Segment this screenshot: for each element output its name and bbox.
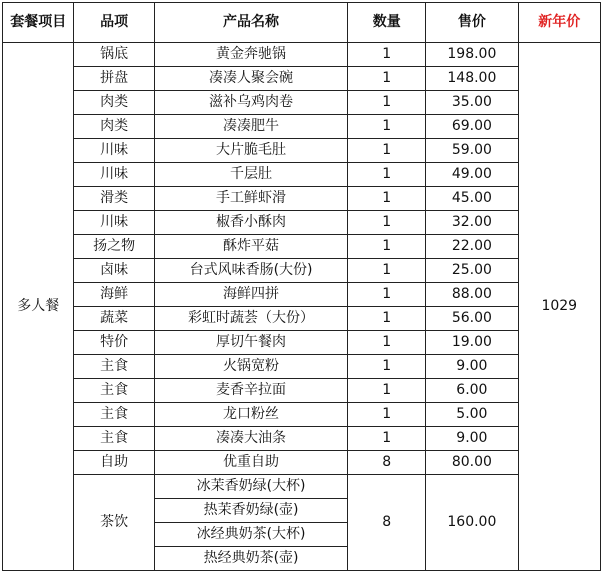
table-row bbox=[3, 259, 601, 283]
quantity-cell: 1 bbox=[348, 163, 426, 187]
product-name-cell: 麦香辛拉面 bbox=[154, 379, 347, 403]
product-name-cell: 台式风味香肠(大份) bbox=[154, 259, 347, 283]
product-name-cell: 凑凑人聚会碗 bbox=[154, 67, 347, 91]
table-row bbox=[3, 355, 601, 379]
category-cell: 锅底 bbox=[74, 43, 154, 67]
product-name-cell: 彩虹时蔬荟（大份） bbox=[154, 307, 347, 331]
quantity-cell: 1 bbox=[348, 355, 426, 379]
table-row bbox=[3, 139, 601, 163]
tea-quantity-cell: 8 bbox=[348, 475, 426, 571]
quantity-cell: 1 bbox=[348, 67, 426, 91]
quantity-cell: 1 bbox=[348, 115, 426, 139]
product-name-cell: 滋补乌鸡肉卷 bbox=[154, 91, 347, 115]
product-name-cell: 火锅宽粉 bbox=[154, 355, 347, 379]
header-quantity: 数量 bbox=[348, 3, 426, 43]
tea-category-cell: 茶饮 bbox=[74, 475, 154, 571]
product-name-cell: 优重自助 bbox=[154, 451, 347, 475]
tea-price-cell: 160.00 bbox=[426, 475, 518, 571]
category-cell: 主食 bbox=[74, 355, 154, 379]
price-cell: 6.00 bbox=[426, 379, 518, 403]
quantity-cell: 1 bbox=[348, 379, 426, 403]
product-name-cell: 海鲜四拼 bbox=[154, 283, 347, 307]
product-name-cell: 酥炸平菇 bbox=[154, 235, 347, 259]
set-name-cell: 多人餐 bbox=[3, 43, 74, 571]
product-name-cell: 椒香小酥肉 bbox=[154, 211, 347, 235]
table-row bbox=[3, 283, 601, 307]
category-cell: 川味 bbox=[74, 211, 154, 235]
category-cell: 特价 bbox=[74, 331, 154, 355]
header-set: 套餐项目 bbox=[3, 3, 74, 43]
price-cell: 35.00 bbox=[426, 91, 518, 115]
product-name-cell: 千层肚 bbox=[154, 163, 347, 187]
quantity-cell: 1 bbox=[348, 187, 426, 211]
product-name-cell: 凑凑大油条 bbox=[154, 427, 347, 451]
quantity-cell: 1 bbox=[348, 43, 426, 67]
category-cell: 自助 bbox=[74, 451, 154, 475]
product-name-cell: 黄金奔驰锅 bbox=[154, 43, 347, 67]
quantity-cell: 1 bbox=[348, 211, 426, 235]
category-cell: 拼盘 bbox=[74, 67, 154, 91]
table-row bbox=[3, 115, 601, 139]
new-year-price-cell: 1029 bbox=[518, 43, 600, 571]
price-cell: 198.00 bbox=[426, 43, 518, 67]
category-cell: 卤味 bbox=[74, 259, 154, 283]
tea-item-name-cell: 冰茉香奶绿(大杯) bbox=[154, 475, 347, 499]
product-name-cell: 厚切午餐肉 bbox=[154, 331, 347, 355]
table-row bbox=[3, 187, 601, 211]
table-row bbox=[3, 331, 601, 355]
quantity-cell: 1 bbox=[348, 259, 426, 283]
header-new-year-price: 新年价 bbox=[518, 3, 600, 43]
price-cell: 80.00 bbox=[426, 451, 518, 475]
category-cell: 主食 bbox=[74, 379, 154, 403]
table-row bbox=[3, 379, 601, 403]
table-row bbox=[3, 427, 601, 451]
price-cell: 45.00 bbox=[426, 187, 518, 211]
table-row bbox=[3, 475, 601, 499]
category-cell: 主食 bbox=[74, 427, 154, 451]
price-cell: 25.00 bbox=[426, 259, 518, 283]
price-cell: 9.00 bbox=[426, 427, 518, 451]
category-cell: 川味 bbox=[74, 139, 154, 163]
product-name-cell: 手工鲜虾滑 bbox=[154, 187, 347, 211]
quantity-cell: 1 bbox=[348, 307, 426, 331]
quantity-cell: 1 bbox=[348, 235, 426, 259]
price-cell: 49.00 bbox=[426, 163, 518, 187]
category-cell: 主食 bbox=[74, 403, 154, 427]
table-row bbox=[3, 91, 601, 115]
price-cell: 9.00 bbox=[426, 355, 518, 379]
category-cell: 滑类 bbox=[74, 187, 154, 211]
quantity-cell: 1 bbox=[348, 139, 426, 163]
set-menu-table bbox=[2, 2, 601, 571]
price-cell: 5.00 bbox=[426, 403, 518, 427]
tea-item-name-cell: 热经典奶茶(壶) bbox=[154, 547, 347, 571]
header-price: 售价 bbox=[426, 3, 518, 43]
category-cell: 蔬菜 bbox=[74, 307, 154, 331]
tea-item-name-cell: 冰经典奶茶(大杯) bbox=[154, 523, 347, 547]
category-cell: 海鲜 bbox=[74, 283, 154, 307]
quantity-cell: 1 bbox=[348, 331, 426, 355]
quantity-cell: 1 bbox=[348, 403, 426, 427]
category-cell: 肉类 bbox=[74, 91, 154, 115]
price-cell: 69.00 bbox=[426, 115, 518, 139]
quantity-cell: 1 bbox=[348, 283, 426, 307]
table-row bbox=[3, 403, 601, 427]
price-cell: 88.00 bbox=[426, 283, 518, 307]
quantity-cell: 8 bbox=[348, 451, 426, 475]
table-row bbox=[3, 307, 601, 331]
table-row bbox=[3, 211, 601, 235]
price-cell: 22.00 bbox=[426, 235, 518, 259]
quantity-cell: 1 bbox=[348, 91, 426, 115]
table-row bbox=[3, 235, 601, 259]
table-row bbox=[3, 67, 601, 91]
category-cell: 扬之物 bbox=[74, 235, 154, 259]
header-row bbox=[3, 3, 601, 43]
price-cell: 19.00 bbox=[426, 331, 518, 355]
price-cell: 148.00 bbox=[426, 67, 518, 91]
category-cell: 肉类 bbox=[74, 115, 154, 139]
header-category: 品项 bbox=[74, 3, 154, 43]
header-product-name: 产品名称 bbox=[154, 3, 347, 43]
quantity-cell: 1 bbox=[348, 427, 426, 451]
price-cell: 59.00 bbox=[426, 139, 518, 163]
category-cell: 川味 bbox=[74, 163, 154, 187]
table-row bbox=[3, 163, 601, 187]
tea-item-name-cell: 热茉香奶绿(壶) bbox=[154, 499, 347, 523]
product-name-cell: 凑凑肥牛 bbox=[154, 115, 347, 139]
table-row bbox=[3, 43, 601, 67]
price-cell: 56.00 bbox=[426, 307, 518, 331]
table-row bbox=[3, 451, 601, 475]
product-name-cell: 大片脆毛肚 bbox=[154, 139, 347, 163]
product-name-cell: 龙口粉丝 bbox=[154, 403, 347, 427]
price-cell: 32.00 bbox=[426, 211, 518, 235]
